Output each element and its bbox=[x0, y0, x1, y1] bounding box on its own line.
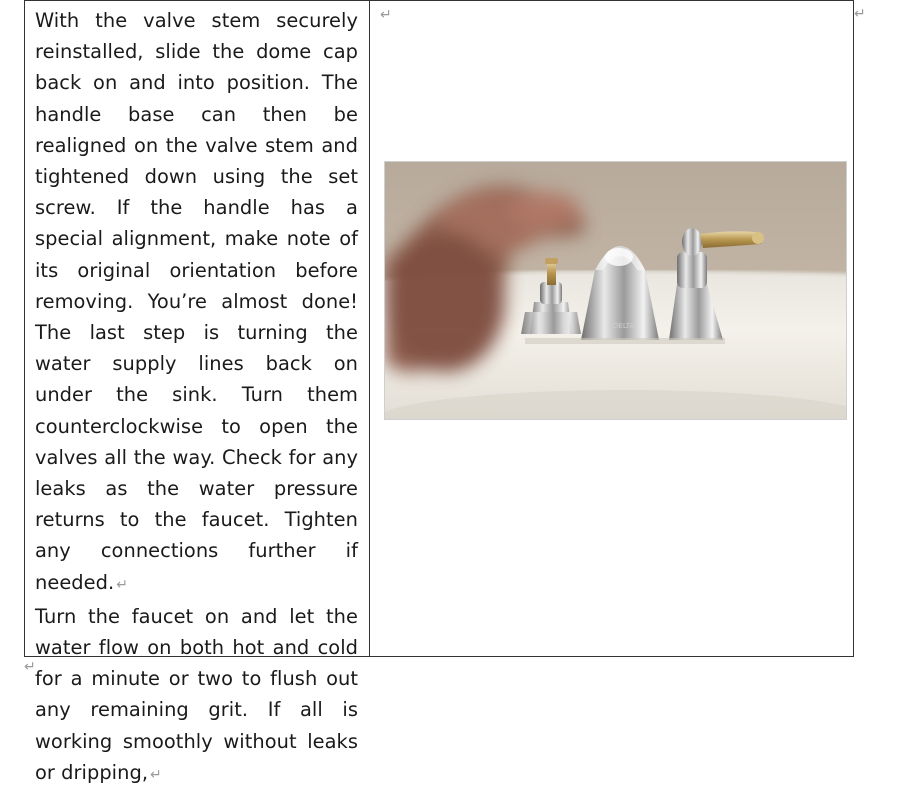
paragraph-1-text: With the valve stem securely reinstalled, slide the dome cap back on and into position. The handle base can then be realigned on the valve stem and tightened down using the set screw. If the handle has a special alignment, make note of its original orientation before removing. You’re almost done! The last step is turning the water supply lines back on under the sink. Turn them counterclockwise to open the valves all the way. Check for any leaks as the water pressure returns to the faucet. Tighten any connections further if needed. bbox=[35, 9, 358, 594]
image-cell-mark-icon: ↵ bbox=[380, 7, 392, 23]
table-column-divider bbox=[369, 1, 370, 656]
paragraph-2-text: Turn the faucet on and let the water flow on both hot and cold for a minute or two to flush out any remaining grit. If all is working smoothly without leaks or dripping, bbox=[35, 604, 358, 784]
paragraph-mark-icon: ↵ bbox=[150, 766, 162, 783]
faucet-brand-text: DELTA bbox=[613, 322, 635, 330]
paragraph-2[interactable] bbox=[35, 601, 358, 791]
text-cell[interactable] bbox=[35, 5, 358, 791]
row-end-mark-icon: ↵ bbox=[854, 6, 866, 22]
faucet-photo[interactable] bbox=[384, 161, 847, 420]
faucet-photo-image bbox=[385, 162, 847, 420]
paragraph-mark-icon: ↵ bbox=[24, 659, 36, 675]
paragraph-1[interactable] bbox=[35, 5, 358, 601]
paragraph-mark-icon: ↵ bbox=[116, 576, 128, 593]
